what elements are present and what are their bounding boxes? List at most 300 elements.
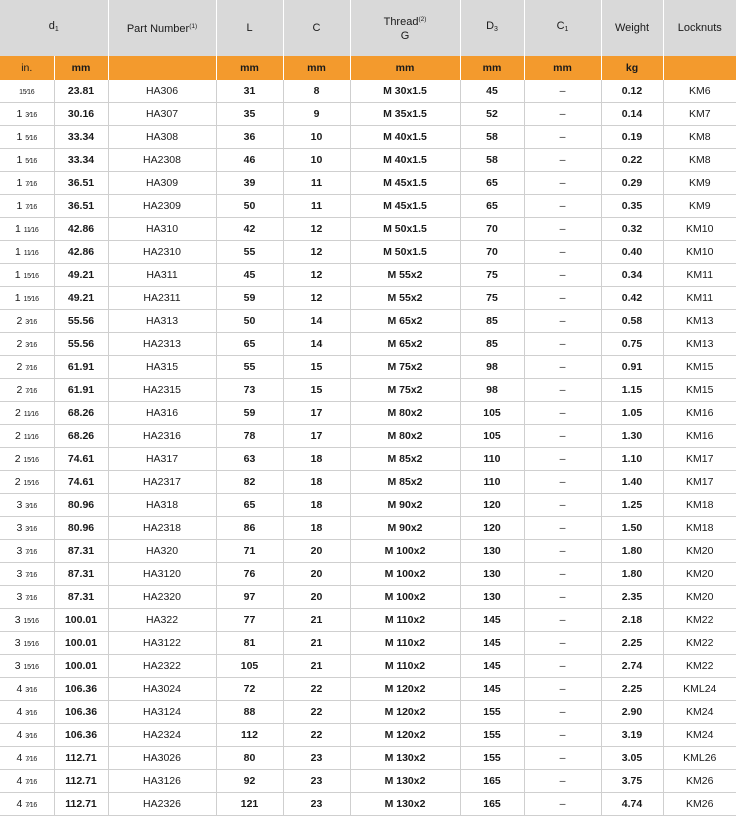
unit-part-number [108,56,216,80]
cell-part-number: HA2313 [108,333,216,356]
cell-part-number: HA2317 [108,471,216,494]
cell-weight: 0.29 [601,172,663,195]
table-row [0,540,736,563]
inch-whole: 3 [16,568,23,580]
cell-weight: 0.12 [601,80,663,103]
inch-fraction: 3⁄16 [25,319,37,326]
table-row [0,241,736,264]
table-body [0,80,736,816]
cell-mm: 30.16 [54,103,108,126]
table-row [0,425,736,448]
inch-fraction: 11⁄16 [23,411,39,418]
cell-weight: 3.19 [601,724,663,747]
cell-mm: 80.96 [54,494,108,517]
cell-d3: 75 [460,287,524,310]
cell-part-number: HA3026 [108,747,216,770]
header-c: C [283,0,350,56]
cell-part-number: HA320 [108,540,216,563]
inch-whole: 2 [14,476,21,488]
cell-thread: M 110x2 [350,632,460,655]
table-row [0,195,736,218]
header-d3: $D_3$ [460,0,524,56]
inch-fraction: 7⁄16 [25,365,37,372]
cell-c: 14 [283,310,350,333]
cell-part-number: HA313 [108,310,216,333]
table-row [0,632,736,655]
table-row [0,310,736,333]
cell-inch [0,517,54,540]
header-l: L [216,0,283,56]
inch-whole: 3 [14,637,21,649]
table-row [0,724,736,747]
cell-part-number: HA2320 [108,586,216,609]
cell-inch [0,747,54,770]
cell-weight: 1.25 [601,494,663,517]
cell-thread: M 90x2 [350,494,460,517]
inch-fraction: 7⁄16 [25,549,37,556]
cell-thread: M 120x2 [350,701,460,724]
cell-d3: 45 [460,80,524,103]
inch-whole: 3 [16,522,23,534]
cell-c: 23 [283,793,350,816]
table-row [0,172,736,195]
inch-fraction: 3⁄16 [25,733,37,740]
inch-fraction: 15⁄16 [19,89,35,96]
inch-whole: 4 [16,729,23,741]
inch-fraction: 7⁄16 [25,756,37,763]
cell-weight: 1.40 [601,471,663,494]
inch-fraction: 7⁄16 [25,779,37,786]
cell-part-number: HA307 [108,103,216,126]
cell-c1: – [524,287,601,310]
table-row [0,218,736,241]
inch-whole: 1 [16,177,23,189]
cell-weight: 1.80 [601,563,663,586]
cell-inch [0,402,54,425]
cell-locknut: KM22 [663,609,736,632]
cell-weight: 2.18 [601,609,663,632]
cell-locknut: KM16 [663,402,736,425]
cell-inch [0,471,54,494]
cell-inch [0,540,54,563]
cell-locknut: KM17 [663,471,736,494]
cell-weight: 2.74 [601,655,663,678]
unit-l: mm [216,56,283,80]
inch-whole: 2 [16,315,23,327]
cell-d3: 85 [460,333,524,356]
inch-whole: 2 [16,361,23,373]
header-thread: Thread$^{(2)}$ G [350,0,460,56]
cell-part-number: HA2322 [108,655,216,678]
cell-c1: – [524,494,601,517]
cell-l: 65 [216,494,283,517]
cell-weight: 2.90 [601,701,663,724]
table-row [0,333,736,356]
cell-c1: – [524,655,601,678]
cell-inch [0,678,54,701]
cell-l: 59 [216,287,283,310]
cell-l: 65 [216,333,283,356]
cell-d3: 70 [460,218,524,241]
inch-fraction: 15⁄16 [23,296,39,303]
cell-thread: M 50x1.5 [350,241,460,264]
unit-d3: mm [460,56,524,80]
cell-weight: 0.75 [601,333,663,356]
cell-c: 12 [283,264,350,287]
cell-d3: 155 [460,701,524,724]
cell-mm: 87.31 [54,540,108,563]
cell-l: 86 [216,517,283,540]
cell-part-number: HA308 [108,126,216,149]
cell-weight: 0.22 [601,149,663,172]
header-part-number: Part Number$^{(1)}$ [108,0,216,56]
cell-l: 112 [216,724,283,747]
cell-thread: M 40x1.5 [350,126,460,149]
cell-mm: 100.01 [54,655,108,678]
cell-thread: M 45x1.5 [350,195,460,218]
cell-l: 88 [216,701,283,724]
cell-mm: 55.56 [54,333,108,356]
cell-mm: 68.26 [54,425,108,448]
inch-whole: 4 [16,706,23,718]
cell-locknut: KM8 [663,126,736,149]
cell-l: 35 [216,103,283,126]
cell-inch [0,333,54,356]
cell-weight: 4.74 [601,793,663,816]
cell-part-number: HA3024 [108,678,216,701]
cell-d3: 145 [460,609,524,632]
cell-c1: – [524,264,601,287]
table-row [0,586,736,609]
cell-d3: 58 [460,126,524,149]
cell-l: 73 [216,379,283,402]
cell-c: 10 [283,126,350,149]
cell-thread: M 35x1.5 [350,103,460,126]
cell-l: 63 [216,448,283,471]
cell-inch [0,195,54,218]
cell-c: 12 [283,218,350,241]
cell-d3: 65 [460,172,524,195]
table-row [0,701,736,724]
cell-locknut: KM18 [663,517,736,540]
unit-c: mm [283,56,350,80]
cell-weight: 0.58 [601,310,663,333]
cell-c: 11 [283,195,350,218]
cell-mm: 74.61 [54,471,108,494]
cell-thread: M 110x2 [350,609,460,632]
cell-weight: 0.35 [601,195,663,218]
cell-thread: M 75x2 [350,379,460,402]
table-row [0,563,736,586]
cell-c: 17 [283,402,350,425]
cell-inch [0,793,54,816]
cell-c1: – [524,310,601,333]
cell-mm: 23.81 [54,80,108,103]
cell-d3: 58 [460,149,524,172]
cell-l: 59 [216,402,283,425]
header-d1: $d_1$ [0,0,108,56]
cell-c1: – [524,425,601,448]
cell-locknut: KM10 [663,218,736,241]
cell-c1: – [524,103,601,126]
cell-mm: 36.51 [54,172,108,195]
inch-whole: 1 [16,131,23,143]
inch-whole: 2 [14,453,21,465]
cell-locknut: KM6 [663,80,736,103]
cell-weight: 0.42 [601,287,663,310]
cell-locknut: KM15 [663,379,736,402]
cell-thread: M 55x2 [350,264,460,287]
cell-c1: – [524,793,601,816]
cell-locknut: KM8 [663,149,736,172]
cell-mm: 112.71 [54,770,108,793]
cell-weight: 2.35 [601,586,663,609]
cell-weight: 2.25 [601,632,663,655]
inch-whole: 4 [16,683,23,695]
cell-d3: 70 [460,241,524,264]
column-header-row [0,0,736,56]
inch-fraction: 7⁄16 [25,572,37,579]
inch-fraction: 15⁄16 [23,664,39,671]
cell-c: 18 [283,517,350,540]
cell-mm: 87.31 [54,563,108,586]
cell-mm: 100.01 [54,632,108,655]
cell-part-number: HA2311 [108,287,216,310]
cell-c1: – [524,701,601,724]
cell-thread: M 120x2 [350,724,460,747]
inch-whole: 1 [16,200,23,212]
cell-l: 77 [216,609,283,632]
cell-thread: M 55x2 [350,287,460,310]
cell-c: 17 [283,425,350,448]
cell-weight: 1.10 [601,448,663,471]
cell-c1: – [524,632,601,655]
cell-thread: M 45x1.5 [350,172,460,195]
cell-weight: 1.30 [601,425,663,448]
cell-d3: 165 [460,770,524,793]
cell-inch [0,586,54,609]
cell-thread: M 130x2 [350,770,460,793]
cell-mm: 49.21 [54,264,108,287]
cell-l: 55 [216,241,283,264]
cell-locknut: KM20 [663,540,736,563]
cell-inch [0,379,54,402]
cell-c: 12 [283,241,350,264]
cell-part-number: HA2309 [108,195,216,218]
cell-thread: M 85x2 [350,448,460,471]
inch-fraction: 15⁄16 [23,641,39,648]
cell-thread: M 100x2 [350,540,460,563]
cell-inch [0,264,54,287]
cell-c1: – [524,379,601,402]
cell-locknut: KM13 [663,333,736,356]
inch-fraction: 7⁄16 [25,595,37,602]
cell-c1: – [524,586,601,609]
inch-fraction: 7⁄16 [25,802,37,809]
cell-inch [0,632,54,655]
cell-c: 18 [283,448,350,471]
cell-inch [0,494,54,517]
cell-c1: – [524,563,601,586]
cell-inch [0,724,54,747]
cell-l: 78 [216,425,283,448]
inch-whole: 3 [16,499,23,511]
cell-weight: 3.75 [601,770,663,793]
cell-mm: 74.61 [54,448,108,471]
unit-weight: kg [601,56,663,80]
cell-d3: 98 [460,356,524,379]
cell-part-number: HA316 [108,402,216,425]
cell-inch [0,149,54,172]
unit-c1: mm [524,56,601,80]
cell-locknut: KM17 [663,448,736,471]
cell-l: 55 [216,356,283,379]
inch-whole: 1 [14,269,21,281]
cell-inch [0,103,54,126]
cell-part-number: HA2310 [108,241,216,264]
cell-d3: 98 [460,379,524,402]
table-row [0,356,736,379]
cell-c: 22 [283,701,350,724]
cell-d3: 85 [460,310,524,333]
cell-inch [0,770,54,793]
inch-whole: 3 [14,660,21,672]
cell-d3: 120 [460,517,524,540]
table-row [0,149,736,172]
table-row [0,379,736,402]
cell-weight: 3.05 [601,747,663,770]
cell-part-number: HA2324 [108,724,216,747]
cell-locknut: KM15 [663,356,736,379]
cell-inch [0,356,54,379]
cell-thread: M 30x1.5 [350,80,460,103]
cell-mm: 36.51 [54,195,108,218]
cell-d3: 130 [460,563,524,586]
cell-l: 92 [216,770,283,793]
inch-fraction: 3⁄16 [25,112,37,119]
cell-weight: 0.32 [601,218,663,241]
cell-d3: 130 [460,540,524,563]
cell-d3: 105 [460,425,524,448]
unit-locknuts [663,56,736,80]
cell-inch [0,655,54,678]
cell-c1: – [524,540,601,563]
cell-c1: – [524,333,601,356]
cell-inch [0,218,54,241]
table-row [0,287,736,310]
cell-mm: 68.26 [54,402,108,425]
cell-thread: M 100x2 [350,563,460,586]
cell-mm: 80.96 [54,517,108,540]
cell-locknut: KM26 [663,770,736,793]
inch-whole: 3 [16,545,23,557]
cell-c: 20 [283,540,350,563]
table-row [0,494,736,517]
cell-thread: M 110x2 [350,655,460,678]
inch-fraction: 3⁄16 [25,687,37,694]
cell-mm: 42.86 [54,218,108,241]
table-row [0,471,736,494]
cell-thread: M 130x2 [350,793,460,816]
cell-mm: 55.56 [54,310,108,333]
table-row [0,770,736,793]
inch-fraction: 11⁄16 [23,434,39,441]
cell-d3: 145 [460,655,524,678]
cell-d3: 145 [460,632,524,655]
cell-weight: 0.91 [601,356,663,379]
inch-whole: 1 [15,223,21,235]
cell-mm: 112.71 [54,747,108,770]
cell-c: 21 [283,632,350,655]
cell-weight: 2.25 [601,678,663,701]
cell-c1: – [524,218,601,241]
cell-d3: 110 [460,471,524,494]
inch-fraction: 7⁄16 [25,204,37,211]
header-weight: Weight [601,0,663,56]
cell-c: 9 [283,103,350,126]
cell-thread: M 120x2 [350,678,460,701]
cell-locknut: KM20 [663,586,736,609]
cell-inch [0,425,54,448]
cell-c1: – [524,126,601,149]
unit-thread: mm [350,56,460,80]
cell-locknut: KM18 [663,494,736,517]
cell-c1: – [524,448,601,471]
cell-thread: M 85x2 [350,471,460,494]
inch-fraction: 7⁄16 [25,181,37,188]
inch-fraction: 15⁄16 [23,480,39,487]
cell-c: 22 [283,678,350,701]
cell-inch [0,172,54,195]
cell-l: 121 [216,793,283,816]
cell-c1: – [524,724,601,747]
cell-weight: 0.40 [601,241,663,264]
cell-part-number: HA3122 [108,632,216,655]
cell-c: 14 [283,333,350,356]
cell-l: 76 [216,563,283,586]
cell-thread: M 65x2 [350,310,460,333]
inch-fraction: 15⁄16 [23,457,39,464]
cell-l: 45 [216,264,283,287]
cell-c1: – [524,747,601,770]
cell-c1: – [524,149,601,172]
cell-mm: 33.34 [54,126,108,149]
cell-inch [0,310,54,333]
cell-locknut: KM22 [663,632,736,655]
cell-c: 15 [283,356,350,379]
cell-c: 20 [283,563,350,586]
cell-c1: – [524,517,601,540]
inch-whole: 4 [16,752,23,764]
cell-mm: 106.36 [54,701,108,724]
cell-mm: 61.91 [54,379,108,402]
cell-mm: 33.34 [54,149,108,172]
cell-locknut: KM9 [663,172,736,195]
cell-part-number: HA311 [108,264,216,287]
inch-whole: 1 [16,108,23,120]
cell-l: 42 [216,218,283,241]
cell-c: 18 [283,471,350,494]
cell-c1: – [524,471,601,494]
cell-d3: 120 [460,494,524,517]
cell-d3: 155 [460,747,524,770]
cell-part-number: HA2315 [108,379,216,402]
cell-locknut: KM10 [663,241,736,264]
cell-mm: 42.86 [54,241,108,264]
cell-thread: M 50x1.5 [350,218,460,241]
cell-d3: 110 [460,448,524,471]
cell-mm: 49.21 [54,287,108,310]
